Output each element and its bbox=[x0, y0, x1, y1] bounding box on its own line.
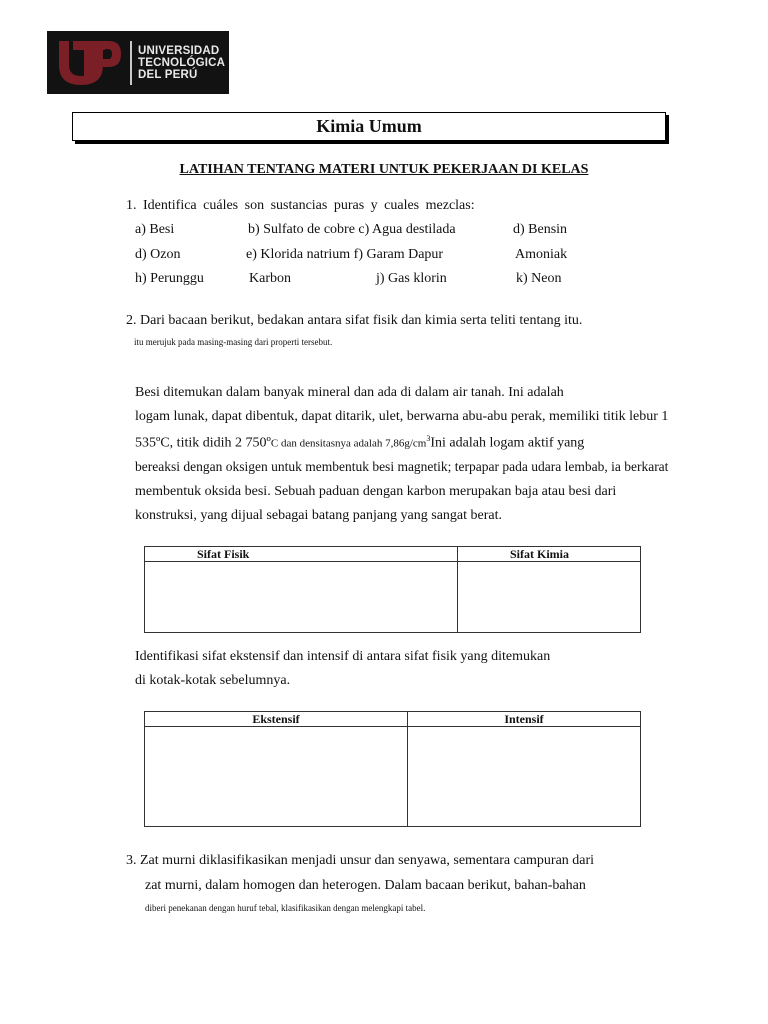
answer-cell-ekstensif[interactable] bbox=[145, 727, 408, 827]
q1-option-b-c: b) Sulfato de cobre c) Agua destilada bbox=[248, 222, 456, 237]
passage-line-5: membentuk oksida besi. Sebuah paduan dengan karbon merupakan baja atau besi dari bbox=[135, 484, 617, 499]
q3-line-3: diberi penekanan dengan huruf tebal, klasifikasikan dengan melengkapi tabel. bbox=[145, 903, 426, 913]
q3-line-1: 3. Zat murni diklasifikasikan menjadi unsur dan senyawa, sementara campuran dari bbox=[126, 853, 595, 868]
passage-line-1: Besi ditemukan dalam banyak mineral dan ada di dalam air tanah. Ini adalah bbox=[135, 385, 564, 400]
instruction-line-2: di kotak-kotak sebelumnya. bbox=[135, 673, 291, 688]
q1-option-h: h) Perunggu bbox=[135, 271, 204, 286]
q1-option-a: a) Besi bbox=[135, 222, 175, 237]
logo-divider bbox=[130, 41, 132, 85]
page-title: Kimia Umum bbox=[72, 112, 666, 141]
passage-line-2: logam lunak, dapat dibentuk, dapat ditarik, ulet, berwarna abu-abu perak, memiliki titik lebur 1 bbox=[135, 409, 669, 424]
header-sifat-fisik: Sifat Fisik bbox=[145, 547, 458, 562]
logo-line-1: UNIVERSIDAD bbox=[138, 44, 220, 57]
header-sifat-kimia: Sifat Kimia bbox=[458, 547, 641, 562]
extensive-intensive-table bbox=[144, 711, 641, 827]
logo-line-2: TECNOLÓGICA bbox=[138, 56, 226, 69]
q2-note: itu merujuk pada masing-masing dari properti tersebut. bbox=[134, 337, 333, 347]
q1-option-d-ozon: d) Ozon bbox=[135, 247, 181, 262]
passage-line-3a: 535ºC, titik didih 2 750º bbox=[135, 435, 271, 451]
answer-cell-intensif[interactable] bbox=[408, 727, 641, 827]
q1-option-j: j) Gas klorin bbox=[376, 271, 447, 286]
utp-emblem-icon bbox=[51, 35, 125, 91]
q1-option-e-f: e) Klorida natrium f) Garam Dapur bbox=[246, 247, 444, 262]
header-ekstensif: Ekstensif bbox=[145, 712, 408, 727]
passage-superscript: 3 bbox=[426, 434, 431, 443]
passage-line-4: bereaksi dengan oksigen untuk membentuk besi magnetik; terpapar pada udara lembab, ia berkarat bbox=[135, 459, 669, 474]
university-logo bbox=[47, 31, 229, 94]
q3-line-2: zat murni, dalam homogen dan heterogen. Dalam bacaan berikut, bahan-bahan bbox=[145, 878, 586, 893]
answer-cell-sifat-fisik[interactable] bbox=[145, 562, 458, 633]
header-intensif: Intensif bbox=[408, 712, 641, 727]
q1-prompt: 1. Identifica cuáles son sustancias puras y cuales mezclas: bbox=[126, 198, 475, 213]
passage-line-3c: Ini adalah logam aktif yang bbox=[430, 435, 585, 451]
passage-line-6: konstruksi, yang dijual sebagai batang panjang yang sangat berat. bbox=[135, 508, 503, 523]
logo-wordmark bbox=[138, 45, 225, 81]
section-subtitle: LATIHAN TENTANG MATERI UNTUK PEKERJAAN DI KELAS bbox=[179, 162, 589, 177]
logo-line-3: DEL PERÚ bbox=[138, 68, 198, 81]
q1-option-karbon: Karbon bbox=[249, 271, 291, 286]
q1-option-k: k) Neon bbox=[516, 271, 562, 286]
answer-cell-sifat-kimia[interactable] bbox=[458, 562, 641, 633]
passage-line-3 bbox=[135, 434, 584, 452]
physical-chemical-table bbox=[144, 546, 641, 633]
q1-option-d-bensin: d) Bensin bbox=[513, 222, 568, 237]
passage-line-3b: C dan densitasnya adalah 7,86g/cm bbox=[270, 437, 427, 450]
instruction-line-1: Identifikasi sifat ekstensif dan intensif di antara sifat fisik yang ditemukan bbox=[135, 649, 551, 664]
q1-option-amoniak: Amoniak bbox=[515, 247, 568, 262]
q2-prompt: 2. Dari bacaan berikut, bedakan antara sifat fisik dan kimia serta teliti tentang itu. bbox=[126, 313, 583, 328]
